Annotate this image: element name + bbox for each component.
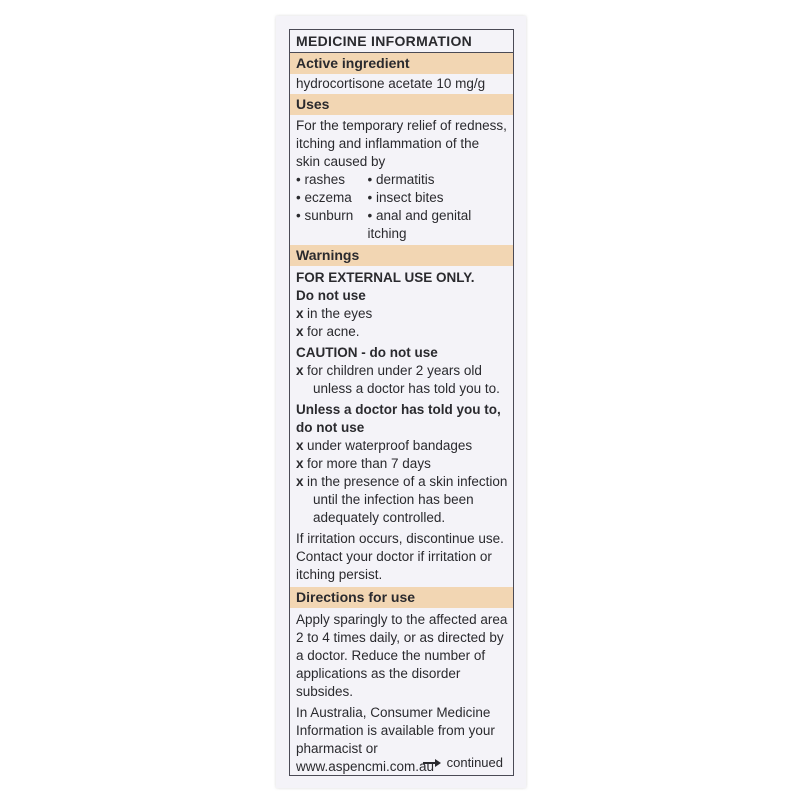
list-item: x for more than 7 days xyxy=(296,456,431,471)
medicine-information-box xyxy=(289,29,514,776)
list-item: x under waterproof bandages xyxy=(296,438,473,453)
uses-text xyxy=(290,115,513,243)
cross-icon: x xyxy=(296,456,304,471)
irritation-line: Contact your doctor if irritation or xyxy=(296,549,492,564)
section-title: MEDICINE INFORMATION xyxy=(290,30,513,53)
cross-icon: x xyxy=(296,324,304,339)
directions-line: Apply sparingly to the affected area xyxy=(296,612,508,627)
list-item-continued: unless a doctor has told you to. xyxy=(313,381,500,396)
warnings-text xyxy=(290,266,513,584)
caution-heading: CAUTION - do not use xyxy=(296,345,438,360)
list-item: • dermatitis xyxy=(367,172,435,187)
list-item: x for children under 2 years old xyxy=(296,363,482,378)
cross-icon: x xyxy=(296,438,304,453)
cross-icon: x xyxy=(296,306,304,321)
directions-line: applications as the disorder subsides. xyxy=(296,666,461,699)
list-item: • rashes xyxy=(296,172,345,187)
uses-heading: Uses xyxy=(290,94,513,115)
continued-indicator xyxy=(423,755,503,770)
external-use-notice: FOR EXTERNAL USE ONLY. xyxy=(296,270,475,285)
cmi-line: Information is available from your xyxy=(296,723,495,738)
do-not-use-heading: Do not use xyxy=(296,288,366,303)
cmi-line: In Australia, Consumer Medicine xyxy=(296,705,491,720)
arrow-right-icon xyxy=(423,758,441,768)
list-item: x in the eyes xyxy=(296,306,373,321)
directions-text xyxy=(290,608,513,776)
list-item-continued: until the infection has been xyxy=(313,492,474,507)
directions-heading: Directions for use xyxy=(290,587,513,608)
continued-label: continued xyxy=(446,755,503,770)
irritation-line: itching persist. xyxy=(296,567,383,582)
bullets-left xyxy=(296,171,367,243)
list-item: • sunburn xyxy=(296,208,354,223)
active-ingredient-text: hydrocortisone acetate 10 mg/g xyxy=(296,76,486,91)
uses-line: skin caused by xyxy=(296,154,386,169)
directions-line: 2 to 4 times daily, or as directed by xyxy=(296,630,504,645)
warnings-heading: Warnings xyxy=(290,245,513,266)
list-item: x for acne. xyxy=(296,324,360,339)
list-item: x in the presence of a skin infection xyxy=(296,474,508,489)
list-item: • eczema xyxy=(296,190,352,205)
list-item: • anal and genital itching xyxy=(367,208,472,241)
unless-heading: Unless a doctor has told you to, xyxy=(296,402,501,417)
bullets-right xyxy=(367,171,513,243)
cmi-link-line: pharmacist or www.aspencmi.com.au xyxy=(296,741,435,774)
uses-line: itching and inflammation of the xyxy=(296,136,480,151)
active-ingredient-heading: Active ingredient xyxy=(290,53,513,74)
irritation-line: If irritation occurs, discontinue use. xyxy=(296,531,504,546)
directions-line: a doctor. Reduce the number of xyxy=(296,648,486,663)
cross-icon: x xyxy=(296,363,304,378)
list-item: • insect bites xyxy=(367,190,444,205)
uses-bullets xyxy=(296,171,513,243)
uses-line: For the temporary relief of redness, xyxy=(296,118,507,133)
cross-icon: x xyxy=(296,474,304,489)
list-item-continued: adequately controlled. xyxy=(313,510,446,525)
unless-heading-2: do not use xyxy=(296,420,365,435)
